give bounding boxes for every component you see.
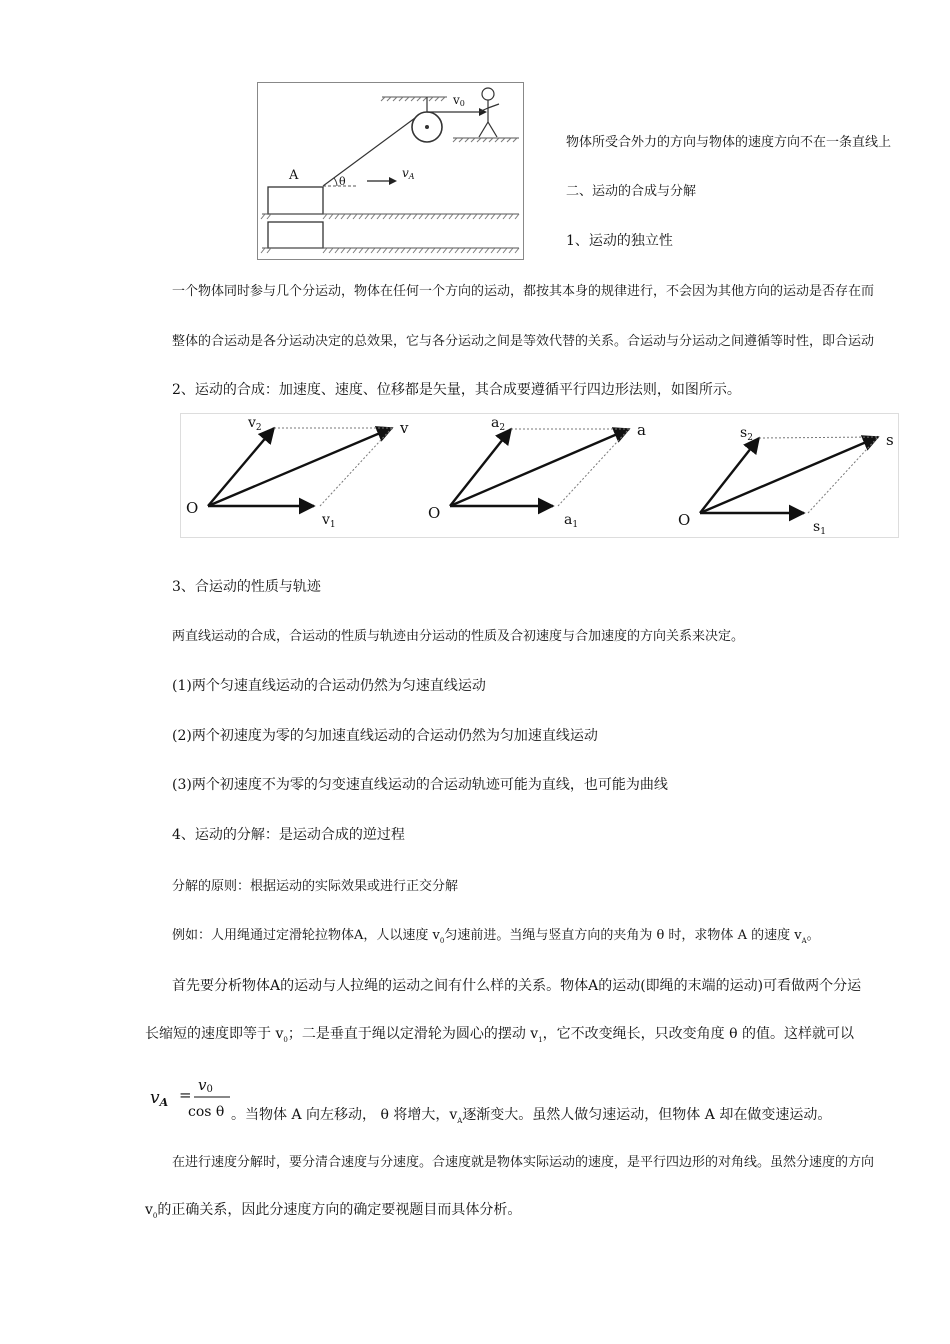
block-a (268, 187, 323, 214)
heading-decomposition: 4、运动的分解：是运动合成的逆过程 (172, 827, 405, 843)
right-line-2: 二、运动的合成与分解 (566, 184, 697, 199)
label-o-1: O (186, 499, 199, 517)
item-2: (2)两个初速度为零的匀加速直线运动的合运动仍然为匀加速直线运动 (172, 728, 598, 744)
formula-tail: 。当物体 A 向左移动， θ 将增大，$v_A$逐渐变大。虽然人做匀速运动，但物体 A 却在做变速运动。 (231, 1107, 832, 1125)
right-line-1: 物体所受合外力的方向与物体的速度方向不在一条直线上 (566, 135, 892, 150)
para-example: 例如：人用绳通过定滑轮拉物体A，人以速度 $v_0$匀速前进。当绳与竖直方向的夹角为 θ 时，求物体 A 的速度 $v_A$。 (172, 928, 820, 945)
label-s: s (886, 431, 894, 449)
para-analysis-2: 长缩短的速度即等于 $v_0$；二是垂直于绳以定滑轮为圆心的摆动 $v_1$，它不改变绳长，只改变角度 θ 的值。这样就可以 (145, 1026, 854, 1044)
formula-denominator: cos θ (188, 1104, 225, 1120)
item-1: (1)两个匀速直线运动的合运动仍然为匀速直线运动 (172, 678, 486, 694)
formula-va (150, 1072, 240, 1124)
label-theta: θ (339, 175, 346, 188)
label-v2: $v_2$ (248, 415, 262, 433)
para-principle: 分解的原则：根据运动的实际效果或进行正交分解 (172, 879, 459, 894)
formula-eq: = (179, 1086, 192, 1104)
para-final-2: $v_0$的正确关系，因此分速度方向的确定要视题目而具体分析。 (145, 1202, 522, 1220)
para-independence-2: 整体的合运动是各分运动决定的总效果，它与各分运动之间是等效代替的关系。合运动与分运动之间遵循等时性，即合运动 (172, 334, 875, 349)
label-s2: $s_2$ (740, 425, 753, 443)
label-a1: $a_1$ (564, 512, 579, 530)
para-analysis-1: 首先要分析物体A的运动与人拉绳的运动之间有什么样的关系。物体A的运动(即绳的末端的运动)可看做两个分运 (172, 978, 862, 994)
formula-numerator: v0 (198, 1076, 213, 1095)
para-nature: 两直线运动的合成，合运动的性质与轨迹由分运动的性质及合初速度与合加速度的方向关系来决定。 (172, 629, 745, 644)
label-v1: $v_1$ (322, 512, 336, 530)
label-o-2: O (428, 504, 441, 522)
para-final-1: 在进行速度分解时，要分清合速度与分速度。合速度就是物体实际运动的速度，是平行四边形的对角线。虽然分速度的方向 (172, 1155, 875, 1170)
label-a2: $a_2$ (491, 415, 506, 433)
heading-nature: 3、合运动的性质与轨迹 (172, 579, 321, 595)
label-v0: v0 (453, 93, 465, 108)
pulley-figure (257, 82, 524, 260)
right-line-3: 1、运动的独立性 (566, 233, 673, 249)
label-o-3: O (678, 511, 691, 529)
para-independence-1: 一个物体同时参与几个分运动，物体在任何一个方向的运动，都按其本身的规律进行，不会因为其他方向的运动是否存在而 (172, 284, 875, 299)
label-v: v (400, 419, 409, 437)
parallelogram-figure (180, 413, 899, 538)
label-va: vA (402, 166, 415, 181)
heading-composition: 2、运动的合成：加速度、速度、位移都是矢量，其合成要遵循平行四边形法则，如图所示。 (172, 382, 741, 398)
label-a: a (637, 421, 646, 439)
item-3: (3)两个初速度不为零的匀变速直线运动的合运动轨迹可能为直线，也可能为曲线 (172, 777, 668, 793)
formula-lhs: vA (150, 1088, 169, 1109)
label-block-a: A (289, 168, 299, 183)
label-s1: $s_1$ (813, 519, 826, 537)
